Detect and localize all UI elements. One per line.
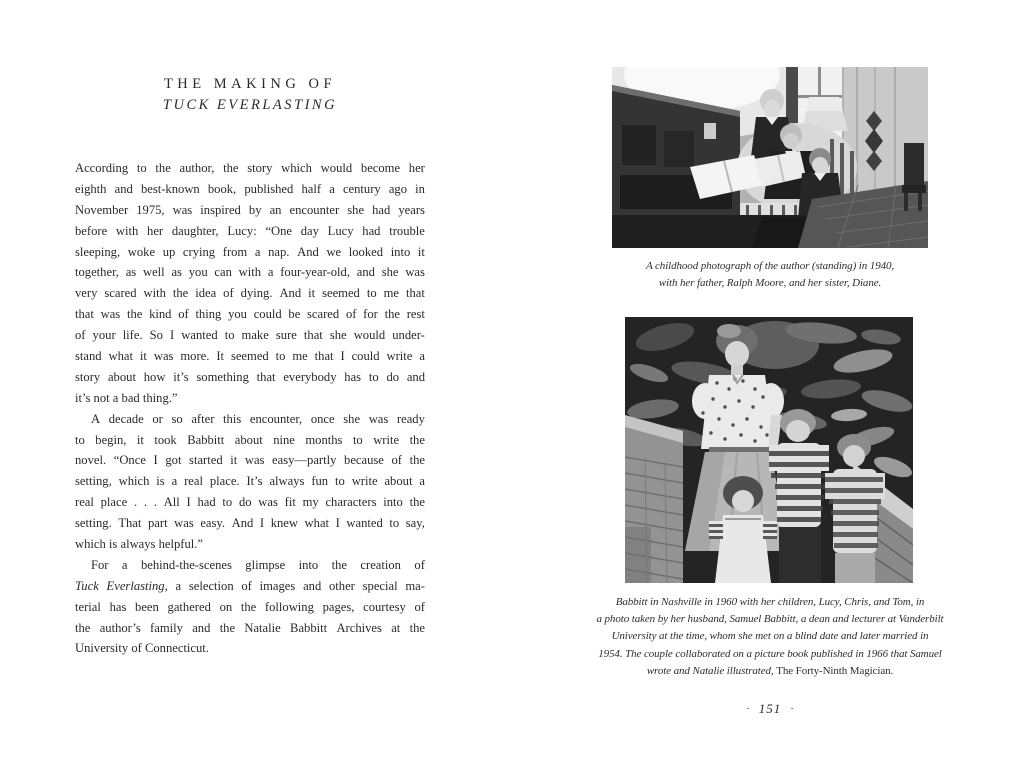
body-text bbox=[75, 158, 425, 659]
text-line: Tuck Everlasting, a selection of images and other special ma- bbox=[75, 578, 425, 593]
text-line: wrote and Natalie illustrated, The Forty-Ninth Magician. bbox=[646, 664, 894, 677]
text-line: A childhood photograph of the author (standing) in 1940, bbox=[645, 260, 895, 272]
paragraph bbox=[75, 555, 425, 659]
text-line: novel. “Once I got started it was easy—partly because of the bbox=[75, 453, 425, 468]
text-line: sleeping, woke up crying from a nap. And we looked into it bbox=[75, 244, 425, 259]
text-line: A decade or so after this encounter, once she was ready bbox=[91, 411, 425, 426]
photo2-image bbox=[625, 317, 913, 583]
text-line: University of Connecticut. bbox=[75, 641, 209, 656]
chapter-title-line2: TUCK EVERLASTING bbox=[162, 97, 338, 113]
photo2-caption bbox=[575, 594, 965, 680]
photo-family-reading-1940 bbox=[612, 67, 928, 248]
page-number bbox=[575, 701, 965, 717]
text-line: together, as well as you can with a four-year-old, and she was bbox=[75, 265, 425, 280]
text-line: University at the time, whom she met on a blind date and later married in bbox=[611, 630, 929, 643]
text-line: before with her daughter, Lucy: “One day Lucy had trouble bbox=[75, 223, 425, 238]
photo1-image bbox=[612, 67, 928, 248]
text-line: eighth and best-known book, published half a century ago in bbox=[75, 181, 425, 196]
photo1-caption bbox=[575, 258, 965, 292]
folio-dot-left: · bbox=[746, 703, 750, 715]
text-line: Babbitt in Nashville in 1960 with her children, Lucy, Chris, and Tom, in bbox=[615, 596, 925, 608]
wall-hanging bbox=[865, 111, 883, 171]
text-line: setting. That part was easy. And I knew what I wanted to say, bbox=[75, 516, 425, 531]
text-line: a photo taken by her husband, Samuel Babbitt, a dean and lecturer at Vanderbilt bbox=[596, 613, 944, 626]
text-line: According to the author, the story which would become her bbox=[75, 161, 425, 175]
text-line: with her father, Ralph Moore, and her sister, Diane. bbox=[658, 277, 882, 290]
chapter-title bbox=[75, 74, 425, 115]
text-line: story about how it’s something that everybody has to do and bbox=[75, 369, 425, 384]
text-line: of your life. So I wanted to make sure that she would under- bbox=[75, 328, 425, 343]
folio-number: 151 bbox=[758, 701, 782, 716]
photo-nashville-family-1960 bbox=[625, 317, 913, 583]
text-line: real place . . . All I had to do was fit my characters into the bbox=[75, 495, 425, 510]
text-line: setting, which is a real place. It’s always fun to write about a bbox=[75, 474, 425, 489]
text-line: very scared with the idea of dying. And it seemed to me that bbox=[75, 286, 425, 301]
text-line: For a behind-the-scenes glimpse into the creation of bbox=[91, 557, 425, 572]
text-line: stand what it was more. It seemed to me that I could write a bbox=[75, 349, 425, 364]
text-line: that was the kind of thing you could be scared of for the rest bbox=[75, 307, 425, 322]
paragraph bbox=[75, 409, 425, 555]
text-line: the author’s family and the Natalie Babbitt Archives at the bbox=[75, 620, 425, 635]
text-line: which is always helpful.” bbox=[75, 537, 204, 552]
folio-dot-right: · bbox=[790, 703, 794, 715]
brick-wall-left bbox=[625, 415, 683, 583]
paragraph bbox=[75, 158, 425, 409]
text-line: to begin, it took Babbitt about nine months to write the bbox=[75, 432, 425, 447]
text-line: terial has been gathered on the following pages, courtesy of bbox=[75, 599, 425, 614]
text-line: it’s not a bad thing.” bbox=[75, 390, 178, 405]
chapter-title-line1: THE MAKING OF bbox=[163, 76, 337, 92]
text-line: November 1975, was inspired by an encounter she had years bbox=[75, 202, 425, 217]
text-line: 1954. The couple collaborated on a picture book published in 1966 that Samuel bbox=[598, 647, 942, 660]
